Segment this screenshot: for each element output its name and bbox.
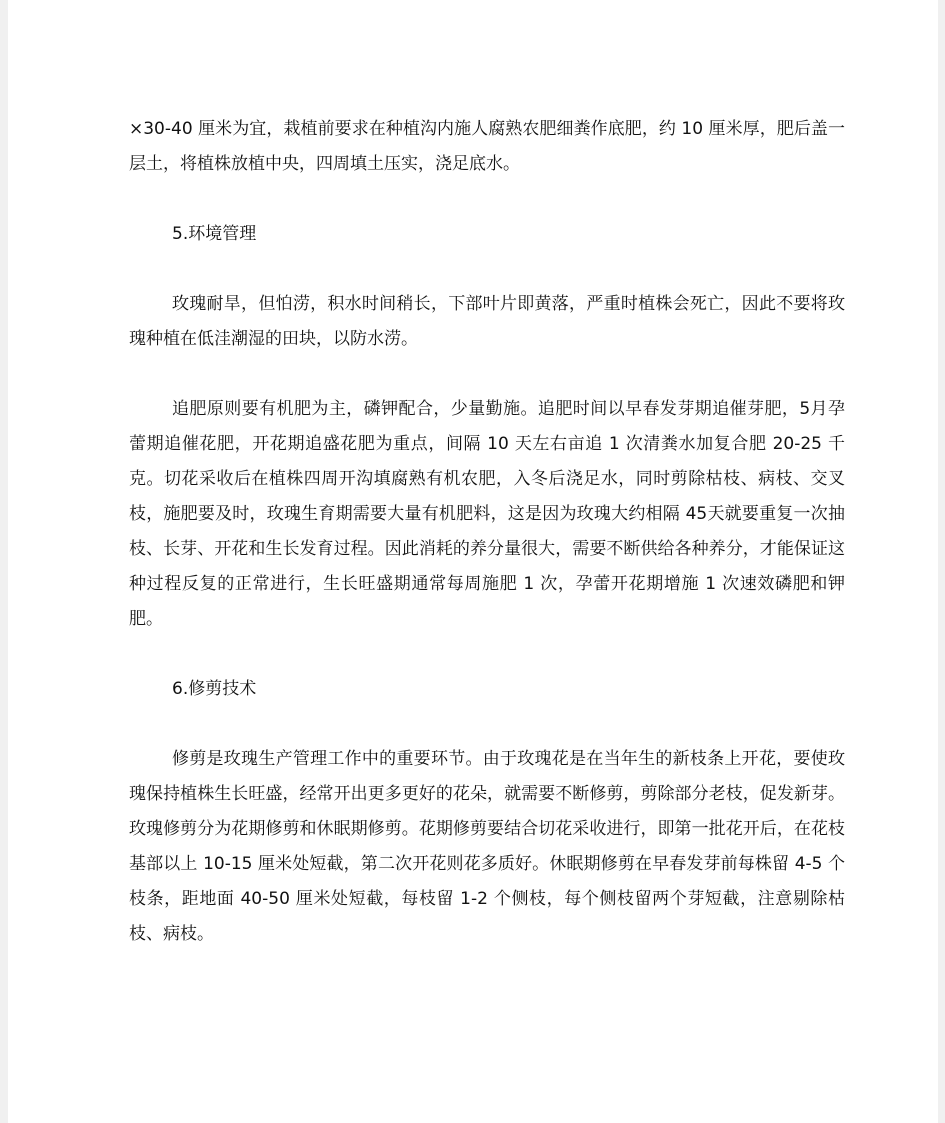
document-body: [129, 112, 845, 952]
paragraph: 修剪是玫瑰生产管理工作中的重要环节。由于玫瑰花是在当年生的新枝条上开花，要使玫瑰保持植株生长旺盛，经常开出更多更好的花朵，就需要不断修剪，剪除部分老枝，促发新芽。玫瑰修剪分为花期修剪和休眠期修剪。花期修剪要结合切花采收进行，即第一批花开后，在花枝基部以上 10-15 厘米处短截，第二次开花则花多质好。休眠期修剪在早春发芽前每株留 4-5 个枝条，距地面 40-50 厘米处短截，每枝留 1-2 个侧枝，每个侧枝留两个芽短截，注意剔除枯枝、病枝。: [129, 749, 845, 944]
paragraph: 玫瑰耐旱，但怕涝，积水时间稍长，下部叶片即黄落，严重时植株会死亡，因此不要将玫瑰种植在低洼潮湿的田块，以防水涝。: [129, 294, 845, 349]
document-page: [8, 0, 938, 1123]
section-heading-environment: 5.环境管理: [172, 224, 257, 244]
paragraph: 追肥原则要有机肥为主，磷钾配合，少量勤施。追肥时间以早春发芽期追催芽肥，5月孕蕾期追催花肥，开花期追盛花肥为重点，间隔 10 天左右亩追 1 次清粪水加复合肥 20-25 千克。切花采收后在植株四周开沟填腐熟有机农肥，入冬后浇足水，同时剪除枯枝、病枝、交叉枝，施肥要及时，玫瑰生育期需要大量有机肥料，这是因为玫瑰大约相隔 45天就要重复一次抽枝、长芽、开花和生长发育过程。因此消耗的养分量很大，需要不断供给各种养分，才能保证这种过程反复的正常进行，生长旺盛期通常每周施肥 1 次，孕蕾开花期增施 1 次速效磷肥和钾肥。: [129, 399, 845, 629]
section-heading-pruning: 6.修剪技术: [172, 679, 257, 699]
paragraph-continued: ×30-40 厘米为宜，栽植前要求在种植沟内施人腐熟农肥细粪作底肥，约 10 厘米厚，肥后盖一层土，将植株放植中央，四周填土压实，浇足底水。: [129, 119, 845, 174]
